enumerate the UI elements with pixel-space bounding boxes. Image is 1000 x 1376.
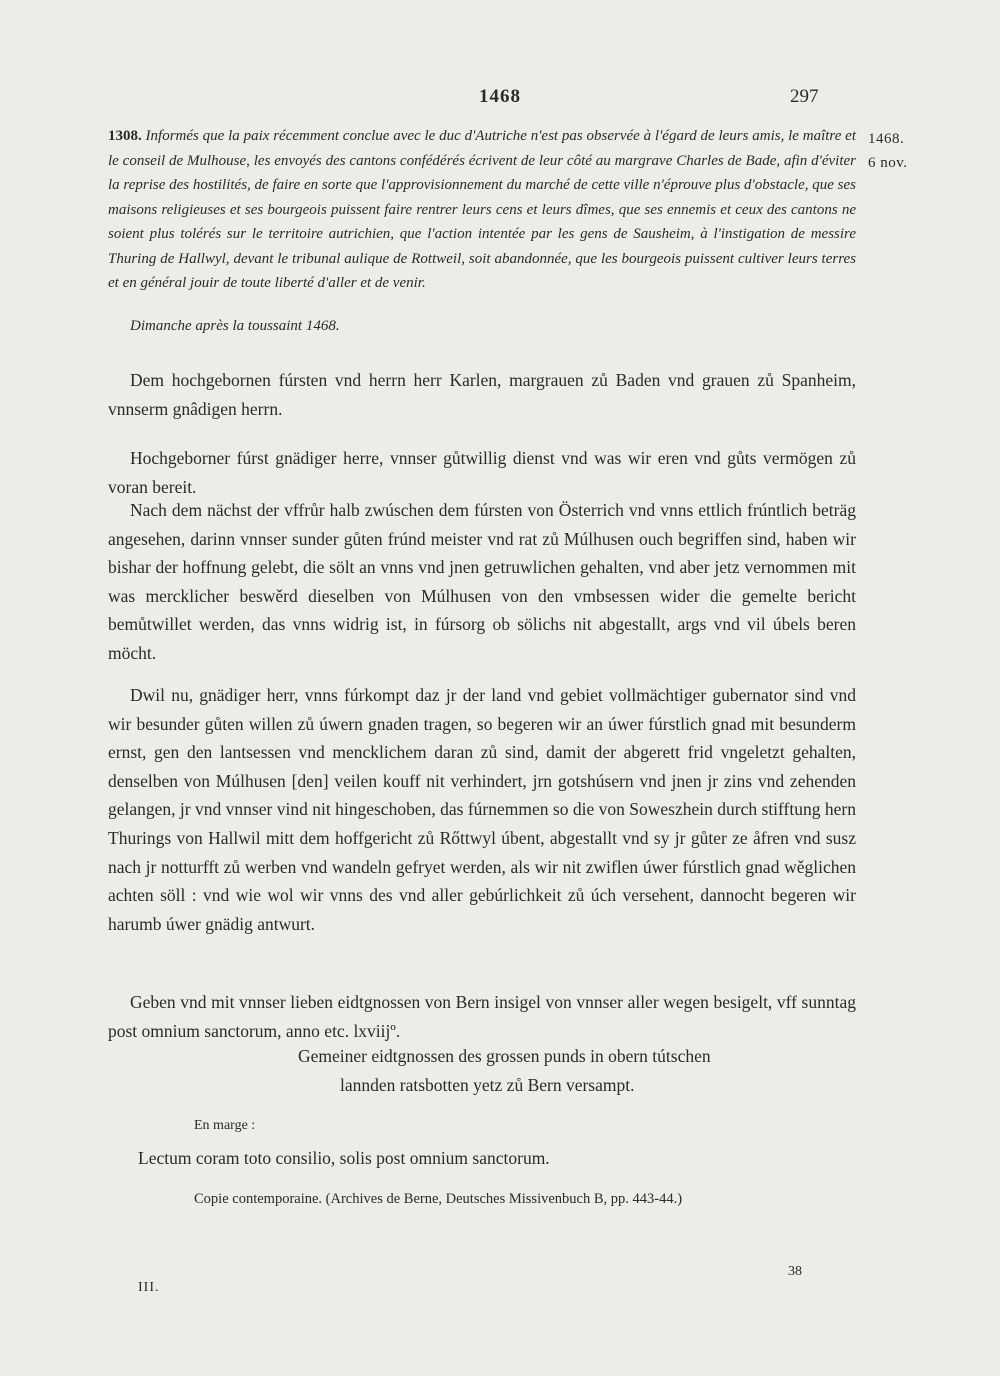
letter-salutation [108, 444, 856, 501]
letter-address-text: Dem hochgebornen fúrsten vnd herrn herr Karlen, margrauen zů Baden vnd grauen zů Spanheim, vnnserm gnâdigen herrn. [108, 370, 856, 419]
letter-address [108, 366, 856, 423]
letter-paragraph-1-text: Nach dem nächst der vffrůr halb zwúschen dem fúrsten von Österrich vnd vnns ettlich frúntlich beträg angesehen, darinn vnnser sunder gůten frúnd meister vnd rat zů Múlhusen ouch begriffen sind, haben wir bishar der hoffnung gelebt, die sölt an vnns vnd jnen getruwlichen gehalten, vnd aber jetz vernommen mit was mercklicher beswěrd dieselben von Múlhusen von den vmbsessen wider die gemelte bericht bemůtwillet werden, das vnns widrig ist, in fúrsorg ob sölichs nit abgestallt, args vnd vil úbels beren möcht. [108, 500, 856, 663]
marginalia-text: Lectum coram toto consilio, solis post omnium sanctorum. [138, 1148, 550, 1168]
margin-year: 1468. [868, 131, 905, 147]
letter-salutation-text: Hochgeborner fúrst gnädiger herre, vnnser gůtwillig dienst vnd was wir eren vnd gůts vermögen zů voran bereit. [108, 448, 856, 497]
entry-number: 1308. [108, 128, 142, 144]
footer-volume: III. [138, 1280, 160, 1295]
entry-summary [108, 124, 856, 296]
entry-summary-text: Informés que la paix récemment conclue avec le duc d'Autriche n'est pas observée à l'égard de leurs amis, le maître et le conseil de Mulhouse, les envoyés des cantons confédérés écrivent de leur côté au margrave Charles de Bade, afin d'éviter la reprise des hostilités, de faire en sorte que l'approvisionnement du marché de cette ville n'éprouve plus d'obstacle, que ses maisons religieuses et ses bourgeois puissent faire rentrer leurs cens et leurs dîmes, que ses ennemis et ceux des cantons ne soient plus tolérés sur le territoire autrichien, que l'action intentée par les gens de Sausheim, à l'instigation de messire Thuring de Hallwyl, devant le tribunal aulique de Rottweil, soit abandonnée, que les bourgeois puissent cultiver leurs terres et en général jouir de toute liberté d'aller et de venir. [108, 128, 856, 291]
marginalia-label: En marge : [194, 1118, 256, 1133]
letter-paragraph-3-text: Geben vnd mit vnnser lieben eidtgnossen von Bern insigel von vnnser aller wegen besigelt, vff sunntag post omnium sanctorum, anno etc. lxviijº. [108, 992, 856, 1041]
source-note: Copie contemporaine. (Archives de Berne, Deutsches Missivenbuch B, pp. 443-44.) [194, 1191, 683, 1207]
signature-line-2: lannden ratsbotten yetz zů Bern versampt. [340, 1074, 635, 1095]
footer-sheet-number: 38 [788, 1264, 802, 1279]
letter-paragraph-1 [108, 496, 856, 668]
signature-line-1: Gemeiner eidtgnossen des grossen punds in obern tútschen [298, 1046, 711, 1066]
letter-paragraph-2 [108, 681, 856, 938]
margin-date: 6 nov. [868, 155, 908, 171]
letter-paragraph-2-text: Dwil nu, gnädiger herr, vnns fúrkompt daz jr der land vnd gebiet vollmächtiger gubernator sind vnd wir besunder gůten willen zů úwern gnaden tragen, so begeren wir an úwer fúrstlich gnad mit besunderm ernst, gen den lantsessen vnd mencklichem daran zů sind, damit der abgerett frid vngeletzt gehalten, denselben von Múlhusen [den] veilen kouff nit verhindert, jrn gotshúsern vnd jnen jr zins vnd zehenden gelangen, jr vnd vnnser vind nit hingeschoben, das fúrnemmen so die von Soweszhein durch stifftung hern Thurings von Hallwil mitt dem hoffgericht zů Rőttwyl úbent, abgestallt vnd sy jr gůter ze åfren vnd susz nach jr notturfft zů werben vnd wandeln gefryet werden, als wir nit zwiflen úwer fúrstlich gnad wěglichen achten söll : vnd wie wol wir vnns des vnd aller gebúrlichkeit zů úch versehent, dannocht begeren wir harumb úwer gnädig antwurt. [108, 685, 856, 934]
entry-date-line: Dimanche après la toussaint 1468. [130, 318, 340, 334]
page-number: 297 [790, 86, 819, 107]
letter-signature [298, 1042, 838, 1099]
header-year: 1468 [479, 86, 521, 107]
letter-paragraph-3 [108, 988, 856, 1045]
